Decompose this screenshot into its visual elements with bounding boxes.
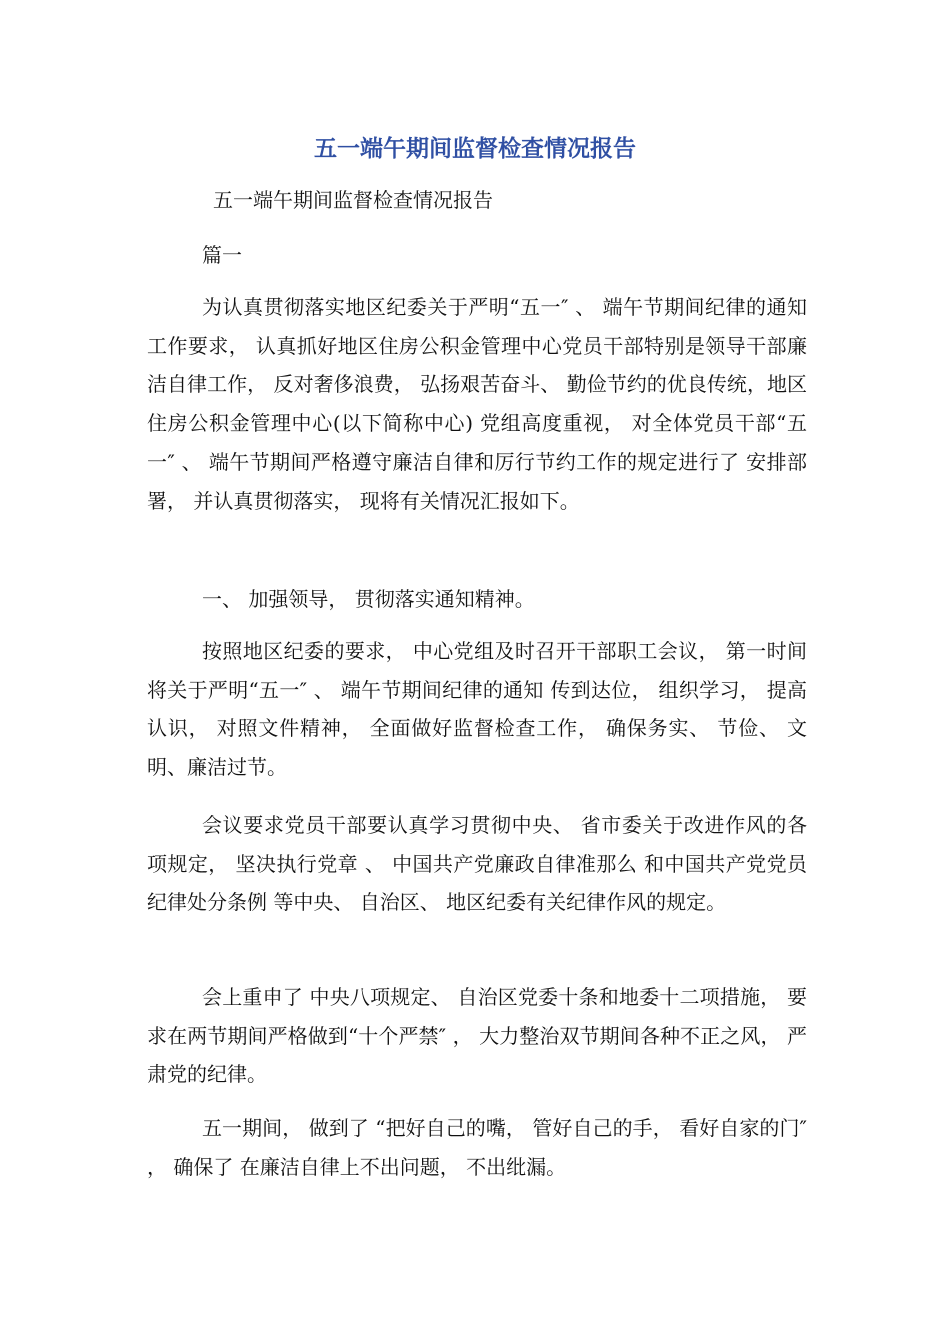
paragraph-meeting: 按照地区纪委的要求， 中心党组及时召开干部职工会议， 第一时间将关于严明“五一″ 、 端午节期间纪律的通知 传到达位， 组织学习， 提高认识， 对照文件精神， 全面做好监督检查工作， 确保务实、 节俭、 文明、廉洁过节。 [147, 639, 807, 780]
section-label: 篇一 [202, 243, 242, 267]
paragraph-reiteration: 会上重申了 中央八项规定、 自治区党委十条和地委十二项措施， 要求在两节期间严格做到“十个严禁″ ， 大力整治双节期间各种不正之风， 严肃党的纪律。 [147, 985, 807, 1087]
paragraph-holiday-conduct: 五一期间， 做到了 “把好自己的嘴， 管好自己的手， 看好自家的门″ ， 确保了 在廉洁自律上不出问题， 不出纰漏。 [147, 1116, 807, 1179]
document-title: 五一端午期间监督检查情况报告 [314, 136, 636, 162]
paragraph-intro: 为认真贯彻落实地区纪委关于严明“五一″ 、 端午节期间纪律的通知 工作要求， 认真抓好地区住房公积金管理中心党员干部特别是领导干部廉洁自律工作， 反对奢侈浪费， 弘扬艰苦奋斗、 勤俭节约的优良传统，地区住房公积金管理中心(以下简称中心) 党组高度重视， 对全体党员干部“五一″ 、 端午节期间严格遵守廉洁自律和厉行节约工作的规定进行了 安排部署， 并认真贯彻落实， 现将有关情况汇报如下。 [147, 295, 807, 513]
paragraph-heading-strengthen-leadership: 一、 加强领导， 贯彻落实通知精神。 [202, 587, 535, 611]
document-subtitle: 五一端午期间监督检查情况报告 [213, 188, 493, 212]
paragraph-meeting-requirements: 会议要求党员干部要认真学习贯彻中央、 省市委关于改进作风的各项规定， 坚决执行党章 、 中国共产党廉政自律准那么 和中国共产党党员纪律处分条例 等中央、 自治区、 地区纪委有关纪律作风的规定。 [147, 813, 807, 915]
